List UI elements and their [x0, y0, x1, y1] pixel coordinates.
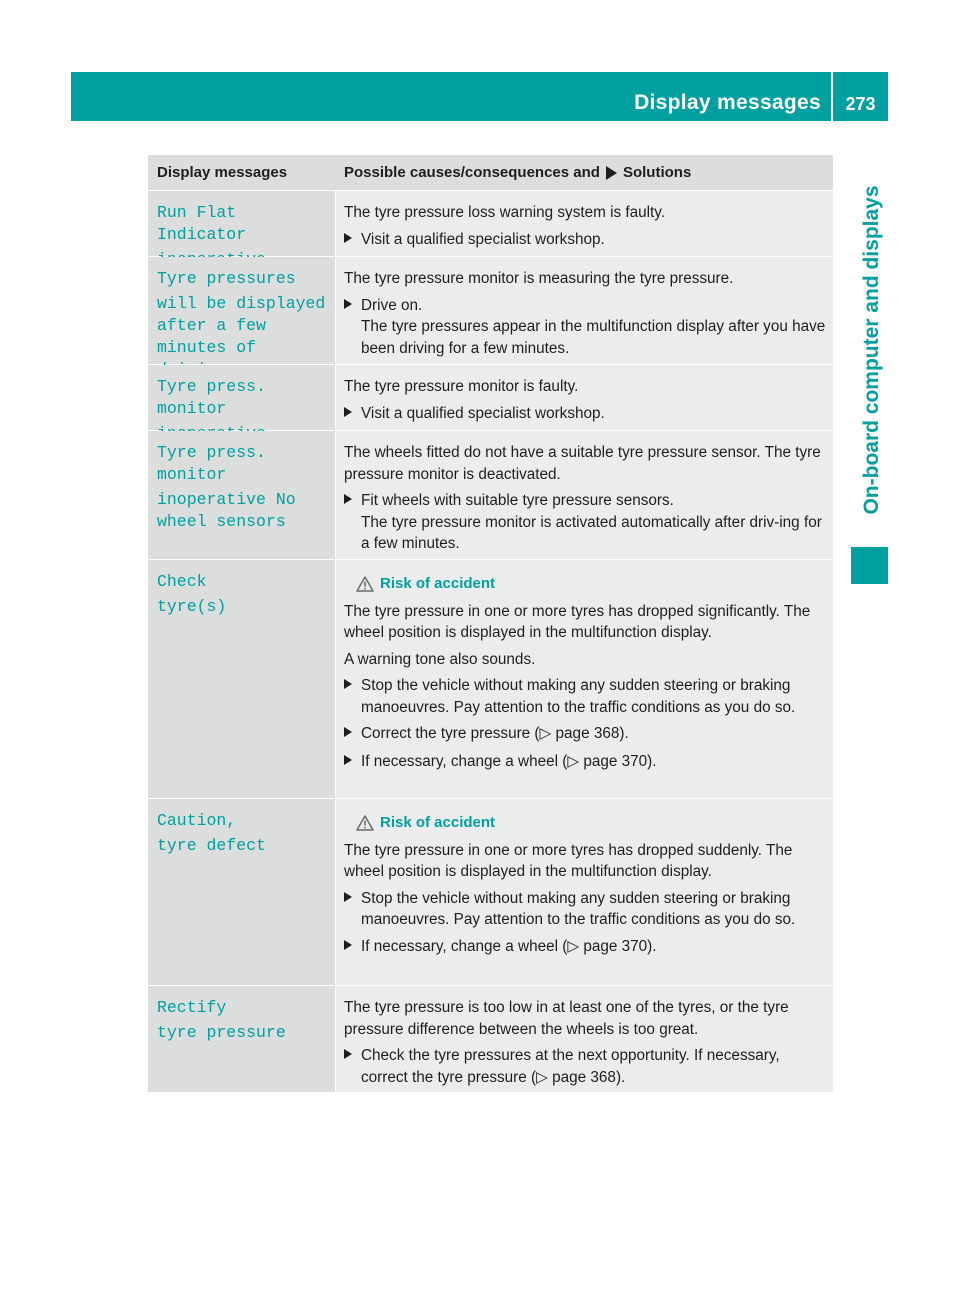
list-item: If necessary, change a wheel (▷ page 370). [344, 751, 827, 774]
warning-triangle-icon [356, 815, 374, 831]
page-ref-icon: ▷ [567, 937, 580, 955]
step-arrow-icon [344, 675, 361, 718]
warning-triangle-icon [356, 576, 374, 592]
display-message: Caution, tyre defect [148, 799, 336, 985]
solution-cell: Risk of accident The tyre pressure in one or more tyres has dropped suddenly. The wheel position is displayed in the multifunction display. Stop the vehicle without making any sudden steering or braking manoeuvres. Pay attention to the traffic conditions as you do so. If necessary, change a wheel (▷ page 370). [336, 799, 833, 985]
list-item: If necessary, change a wheel (▷ page 370). [344, 936, 827, 959]
solution-cell: The tyre pressure monitor is faulty. Visit a qualified specialist workshop. [336, 365, 833, 430]
table-header-row [148, 155, 833, 190]
table-row [148, 985, 833, 1092]
step-arrow-icon [344, 295, 361, 360]
chapter-side-tab: On-board computer and displays [860, 185, 883, 515]
table-row [148, 190, 833, 256]
action-arrow-icon [606, 166, 617, 180]
step-arrow-icon [344, 888, 361, 931]
display-message: Check tyre(s) [148, 560, 336, 798]
display-message: Run Flat Indicator [148, 191, 336, 256]
solution-cell: The tyre pressure monitor is measuring the tyre pressure. Drive on. The tyre pressures appear in the multifunction display after you have been driving for a few minutes. [336, 257, 833, 364]
display-message: Tyre pressures will be displayed after a few minutes of [148, 257, 336, 364]
step-arrow-icon [344, 229, 361, 252]
warning-heading: Risk of accident [356, 812, 827, 834]
display-messages-table [148, 155, 833, 1092]
col-header-solutions: Possible causes/consequences and Solutions [344, 164, 692, 181]
display-message: Tyre press. monitor inoperative No wheel sensors [148, 431, 336, 559]
list-item: Check the tyre pressures at the next opportunity. If necessary, correct the tyre pressure (▷ page 368). [344, 1045, 827, 1088]
col-header-messages: Display messages [157, 164, 288, 181]
table-row [148, 364, 833, 430]
chapter-marker [851, 547, 888, 584]
table-row [148, 798, 833, 985]
list-item: Fit wheels with suitable tyre pressure sensors. The tyre pressure monitor is activated automatically after driv-ing for a few minutes. [344, 490, 827, 555]
list-item: Stop the vehicle without making any sudden steering or braking manoeuvres. Pay attention to the traffic conditions as you do so. [344, 675, 827, 718]
list-item: Drive on. The tyre pressures appear in the multifunction display after you have been driving for a few minutes. [344, 295, 827, 360]
section-title: Display messages [634, 91, 821, 114]
table-row [148, 256, 833, 364]
step-arrow-icon [344, 723, 361, 746]
list-item: Visit a qualified specialist workshop. [344, 403, 827, 426]
list-item: Correct the tyre pressure (▷ page 368). [344, 723, 827, 746]
step-arrow-icon [344, 936, 361, 959]
page-number: 273 [845, 94, 876, 114]
page-ref-icon: ▷ [536, 1068, 548, 1086]
table-row [148, 430, 833, 559]
step-arrow-icon [344, 751, 361, 774]
table-row [148, 559, 833, 798]
solution-cell: Risk of accident The tyre pressure in one or more tyres has dropped significantly. The wheel position is displayed in the multifunction display. A warning tone also sounds. Stop the vehicle without making any sudden steering or braking manoeuvres. Pay attention to the traffic conditions as you do so. Correct the tyre pressure (▷ page 368). If necessary, change a wheel (▷ page 370). [336, 560, 833, 798]
list-item: Visit a qualified specialist workshop. [344, 229, 827, 252]
warning-heading: Risk of accident [356, 573, 827, 595]
page-ref-icon: ▷ [539, 725, 552, 742]
display-message: Rectify tyre pressure [148, 986, 336, 1092]
step-arrow-icon [344, 490, 361, 555]
display-message: Tyre press. monitor [148, 365, 336, 430]
page-header [71, 72, 888, 121]
step-arrow-icon [344, 403, 361, 426]
list-item: Stop the vehicle without making any sudden steering or braking manoeuvres. Pay attention to the traffic conditions as you do so. [344, 888, 827, 931]
solution-cell: The tyre pressure loss warning system is faulty. Visit a qualified specialist workshop. [336, 191, 833, 256]
solution-cell: The tyre pressure is too low in at least one of the tyres, or the tyre pressure difference between the wheels is too great. Check the tyre pressures at the next opportunity. If necessary, correct the tyre pressure (▷ page 368). [336, 986, 833, 1092]
solution-cell: The wheels fitted do not have a suitable tyre pressure sensor. The tyre pressure monitor is deactivated. Fit wheels with suitable tyre pressure sensors. The tyre pressure monitor is activated automatically after driv-ing for a few minutes. [336, 431, 833, 559]
step-arrow-icon [344, 1045, 361, 1088]
page-ref-icon: ▷ [567, 752, 580, 770]
